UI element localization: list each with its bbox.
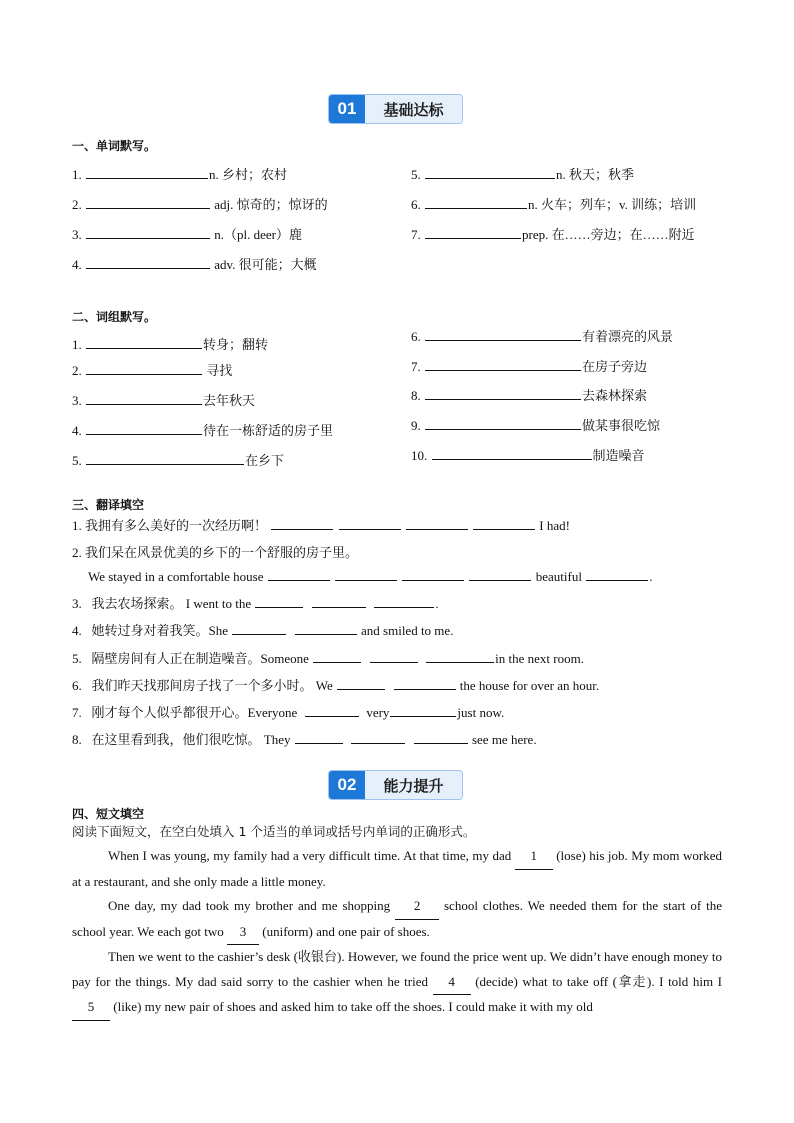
phrase-item: 5. 在乡下 — [72, 453, 285, 468]
translate-item: We stayed in a comfortable house beautiful . — [88, 569, 653, 584]
translate-item: 7. 刚才每个人似乎都很开心。Everyone very just now. — [72, 705, 505, 720]
translate-item: 5. 隔壁房间有人正在制造噪音。Someone in the next room. — [72, 651, 584, 666]
section-title-words: 一、单词默写。 — [72, 139, 157, 153]
translate-item: 2. 我们呆在风景优美的乡下的一个舒服的房子里。 — [72, 545, 359, 560]
section-title-translate: 三、翻译填空 — [72, 498, 145, 512]
badge-number: 02 — [329, 771, 365, 799]
badge-number: 01 — [329, 95, 365, 123]
translate-item: 3. 我去农场探索。 I went to the . — [72, 596, 439, 611]
section-title-phrases: 二、词组默写。 — [72, 310, 157, 324]
phrase-item: 4. 待在一栋舒适的房子里 — [72, 423, 334, 438]
translate-item: 1. 我拥有多么美好的一次经历啊！ I had! — [72, 518, 570, 533]
word-item: 2. adj. 惊奇的；惊讶的 — [72, 197, 328, 212]
phrase-item: 1. 转身；翻转 — [72, 337, 269, 352]
passage-instructions: 阅读下面短文，在空白处填入 1 个适当的单词或括号内单词的正确形式。 — [72, 824, 476, 839]
word-item: 1. n. 乡村；农村 — [72, 167, 288, 182]
phrase-item: 6. 有着漂亮的风景 — [411, 329, 674, 344]
phrase-item: 7. 在房子旁边 — [411, 359, 648, 374]
word-item: 7. prep. 在……旁边；在……附近 — [411, 227, 695, 242]
word-item: 5. n. 秋天；秋季 — [411, 167, 635, 182]
badge-label: 能力提升 — [365, 771, 462, 799]
translate-item: 4. 她转过身对着我笑。She and smiled to me. — [72, 623, 454, 638]
word-item: 6. n. 火车；列车；v. 训练；培训 — [411, 197, 697, 212]
translate-item: 6. 我们昨天找那间房子找了一个多小时。 We the house for over an hour. — [72, 678, 600, 693]
badge-label: 基础达标 — [365, 95, 462, 123]
word-item: 3. n.（pl. deer）鹿 — [72, 227, 302, 242]
translate-item: 8. 在这里看到我，他们很吃惊。 They see me here. — [72, 732, 537, 747]
phrase-item: 8. 去森林探索 — [411, 388, 648, 403]
section-title-passage: 四、短文填空 — [72, 807, 145, 821]
word-item: 4. adv. 很可能；大概 — [72, 257, 317, 272]
passage-text: When I was young, my family had a very difficult time. At that time, my dad 1 (lose) his job. My mom worked at a restaurant, and she only made a little money. One day, my dad took my brother and me shopping 2 school clothes. We needed them for the start of the school year. We each got two 3 (uniform) and one pair of shoes. Then we went to the cashier’s desk (收银台). However, we found the price went up. We didn’t have enough money to pay for the things. My dad said sorry to the cashier when he tried 4 (decide) what to take off (拿走). I told him I 5 (like) my new pair of shoes and asked him to take off the shoes. I could make it with my old — [72, 844, 722, 1021]
phrase-item: 10. 制造噪音 — [411, 448, 645, 463]
phrase-item: 3. 去年秋天 — [72, 393, 256, 408]
section-badge-01 — [329, 95, 462, 123]
section-badge-02 — [329, 771, 462, 799]
phrase-item: 9. 做某事很吃惊 — [411, 418, 661, 433]
phrase-item: 2. 寻找 — [72, 363, 233, 378]
